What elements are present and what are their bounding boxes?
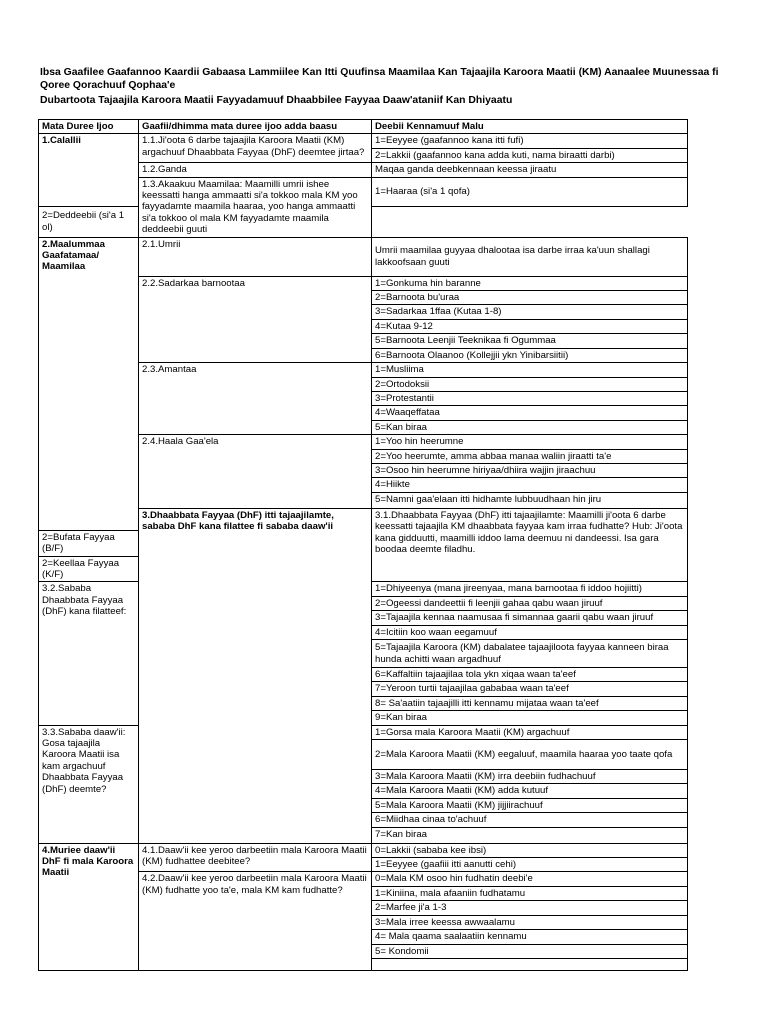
answer-cell: 1=Yoo hin heerumne — [372, 435, 688, 449]
answer-cell: 1=Haaraa (si'a 1 qofa) — [372, 177, 688, 206]
question-cell: 3.2.Sababa Dhaabbata Fayyaa (DhF) kana filatteef: — [39, 582, 139, 725]
answer-cell: 1=Musliima — [372, 363, 688, 377]
answer-cell: 7=Yeroon turtii tajaajilaa gababaa waan ta'eef — [372, 682, 688, 696]
answer-cell: 0=Mala KM osoo hin fudhatin deebi'e — [372, 872, 688, 886]
answer-cell: 3=Mala irree keessa awwaalamu — [372, 915, 688, 929]
answer-cell: 2=Yoo heerumte, amma abbaa manaa waliin jiraatti ta'e — [372, 449, 688, 463]
answer-cell: 3=Sadarkaa 1ffaa (Kutaa 1-8) — [372, 305, 688, 319]
question-cell: 2.1.Umrii — [139, 237, 372, 276]
question-cell: 4.2.Daaw'ii kee yeroo darbeetiin mala Karoora Maatii (KM) fudhatte yoo ta'e, mala KM kam fudhatte? — [139, 872, 372, 970]
answer-cell: 8= Sa'aatiin tajaajilli itti kennamu mijataa waan ta'eef — [372, 696, 688, 710]
answer-cell: 6=Kaffaltiin tajaajilaa tola ykn xiqaa waan ta'eef — [372, 668, 688, 682]
answer-cell: 2=Lakkii (gaafannoo kana adda kuti, nama biraatti darbi) — [372, 148, 688, 162]
topic-cell: 4.Muriee daaw'ii DhF fi mala Karoora Maatii — [39, 843, 139, 970]
question-cell: 2.2.Sadarkaa barnootaa — [139, 276, 372, 362]
answer-cell: 2=Ogeessi dandeettii fi leenjii gahaa qabu waan jiruuf — [372, 596, 688, 610]
answer-cell: 2=Bufata Fayyaa (B/F) — [39, 530, 139, 556]
table-header-row — [39, 120, 688, 134]
answer-cell: 0=Lakkii (sababa kee ibsi) — [372, 843, 688, 857]
answer-cell: 2=Mala Karoora Maatii (KM) eegaluuf, maamila haaraa yoo taate qofa — [372, 740, 688, 770]
answer-cell: 1=Eeyyee (gaafiii itti aanutti cehi) — [372, 858, 688, 872]
table-row — [39, 843, 688, 857]
answer-cell: 1=Gorsa mala Karoora Maatii (KM) argachuuf — [372, 725, 688, 739]
answer-cell: 7=Kan biraa — [372, 827, 688, 843]
answer-cell: 2=Barnoota bu'uraa — [372, 291, 688, 305]
document-title: Ibsa Gaafilee Gaafannoo Kaardii Gabaasa Lammiilee Kan Itti Quufinsa Maamilaa Kan Tajaajila Karoora Maatii (KM) Aanaalee Muunessaa fi Qoree Qorachuuf Qophaa'e — [40, 67, 719, 91]
question-cell: 1.3.Akaakuu Maamilaa: Maamilli umrii ishee keessatti hanga ammaatti si'a tokkoo mala KM yoo fayyadamte maamila haaraa, yoo hanga ammaatti si'a tokkoo ol mala KM fayyadamte maamila deddeebii guuti — [139, 177, 372, 237]
question-cell: 4.1.Daaw'ii kee yeroo darbeetiin mala Karoora Maatii (KM) fudhattee deebitee? — [139, 843, 372, 872]
answer-cell: 2=Keellaa Fayyaa (K/F) — [39, 556, 139, 582]
questionnaire-table — [38, 119, 688, 971]
question-cell: 2.4.Haala Gaa'ela — [139, 435, 372, 509]
answer-cell: 6=Barnoota Olaanoo (Kollejjii ykn Yinibarsiitii) — [372, 348, 688, 362]
question-cell: 3.3.Sababa daaw'ii: Gosa tajaajila Karoora Maatii isa kam argachuuf Dhaabbata Fayyaa (DhF) deemte? — [39, 725, 139, 843]
table-row — [39, 134, 688, 148]
answer-cell: 1=Eeyyee (gaafannoo kana itti fufi) — [372, 134, 688, 148]
answer-cell: 2=Marfee ji'a 1-3 — [372, 901, 688, 915]
answer-cell: 9=Kan biraa — [372, 711, 688, 725]
answer-cell: Maqaa ganda deebkennaan keessa jiraatu — [372, 163, 688, 177]
header-topic: Mata Duree Ijoo — [39, 120, 139, 134]
answer-cell: 5= Kondomii — [372, 944, 688, 958]
topic-cell: 1.Calallii — [39, 134, 139, 206]
answer-cell: 1=Kiniina, mala afaaniin fudhatamu — [372, 886, 688, 900]
question-cell: 2.3.Amantaa — [139, 363, 372, 435]
answer-cell: 4=Kutaa 9-12 — [372, 319, 688, 333]
answer-cell: 3=Osoo hin heerumne hiriyaa/dhiira wajjin jiraachuu — [372, 463, 688, 477]
answer-cell: Umrii maamilaa guyyaa dhalootaa isa darbe irraa ka'uun shallagi lakkoofsaan guuti — [372, 237, 688, 276]
answer-cell: 3=Tajaajila kennaa naamusaa fi simannaa gaarii qabu waan jiruuf — [372, 611, 688, 625]
answer-cell: 3=Protestantii — [372, 391, 688, 405]
document-subtitle: Dubartoota Tajaajila Karoora Maatii Fayyadamuuf Dhaabbilee Fayyaa Daaw'ataniif Kan Dhiyaatu — [40, 95, 513, 106]
answer-cell: 5=Tajaajila Karoora (KM) dabalatee tajaajiloota fayyaa kanneen biraa hunda achitti waan argadhuuf — [372, 640, 688, 668]
header-answer: Deebii Kennamuuf Malu — [372, 120, 688, 134]
answer-cell: 2=Deddeebii (si'a 1 ol) — [39, 206, 139, 237]
answer-cell: 2=Ortodoksii — [372, 377, 688, 391]
answer-cell: 4=Waaqeffataa — [372, 406, 688, 420]
answer-cell: 1=Dhiyeenya (mana jireenyaa, mana barnootaa fi iddoo hojiitti) — [372, 582, 688, 596]
topic-cell: 2.Maalummaa Gaafatamaa/ Maamilaa — [39, 237, 139, 530]
answer-cell: 5=Mala Karoora Maatii (KM) jijjiirachuuf — [372, 798, 688, 812]
question-cell: 1.1.Ji'oota 6 darbe tajaajila Karoora Maatii (KM) argachuuf Dhaabbata Fayyaa (DhF) deemtee jirtaa? — [139, 134, 372, 163]
answer-cell: 4=Icitiin koo waan eegamuuf — [372, 625, 688, 639]
answer-cell: 5=Kan biraa — [372, 420, 688, 434]
answer-cell: 3=Mala Karoora Maatii (KM) irra deebiin fudhachuuf — [372, 770, 688, 784]
question-cell: 3.1.Dhaabbata Fayyaa (DhF) itti tajaajilamte: Maamilli ji'oota 6 darbe keessatti tajaajila KM dhaabbata fayyaa kam irraa fudhatte? Hub: Ji'oota kana gidduutti, maamilli iddoo lama deemuu ni dandeessi. Isa gara boodaa deemte filadhu. — [372, 508, 688, 582]
table-row — [39, 237, 688, 276]
answer-cell: 1=Gonkuma hin baranne — [372, 276, 688, 290]
question-cell: 1.2.Ganda — [139, 163, 372, 177]
answer-cell — [372, 958, 688, 970]
answer-cell: 6=Miidhaa cinaa to'achuuf — [372, 813, 688, 827]
answer-cell: 5=Namni gaa'elaan itti hidhamte lubbuudhaan hin jiru — [372, 492, 688, 508]
answer-cell: 5=Barnoota Leenjii Teeknikaa fi Ogummaa — [372, 334, 688, 348]
header-question: Gaafii/dhimma mata duree ijoo adda baasu — [139, 120, 372, 134]
answer-cell: 4=Hiikte — [372, 478, 688, 492]
answer-cell: 4= Mala qaama saalaatiin kennamu — [372, 930, 688, 944]
topic-cell: 3.Dhaabbata Fayyaa (DhF) itti tajaajilamte, sababa DhF kana filattee fi sababa daaw'ii — [139, 508, 372, 843]
answer-cell: 4=Mala Karoora Maatii (KM) adda kutuuf — [372, 784, 688, 798]
